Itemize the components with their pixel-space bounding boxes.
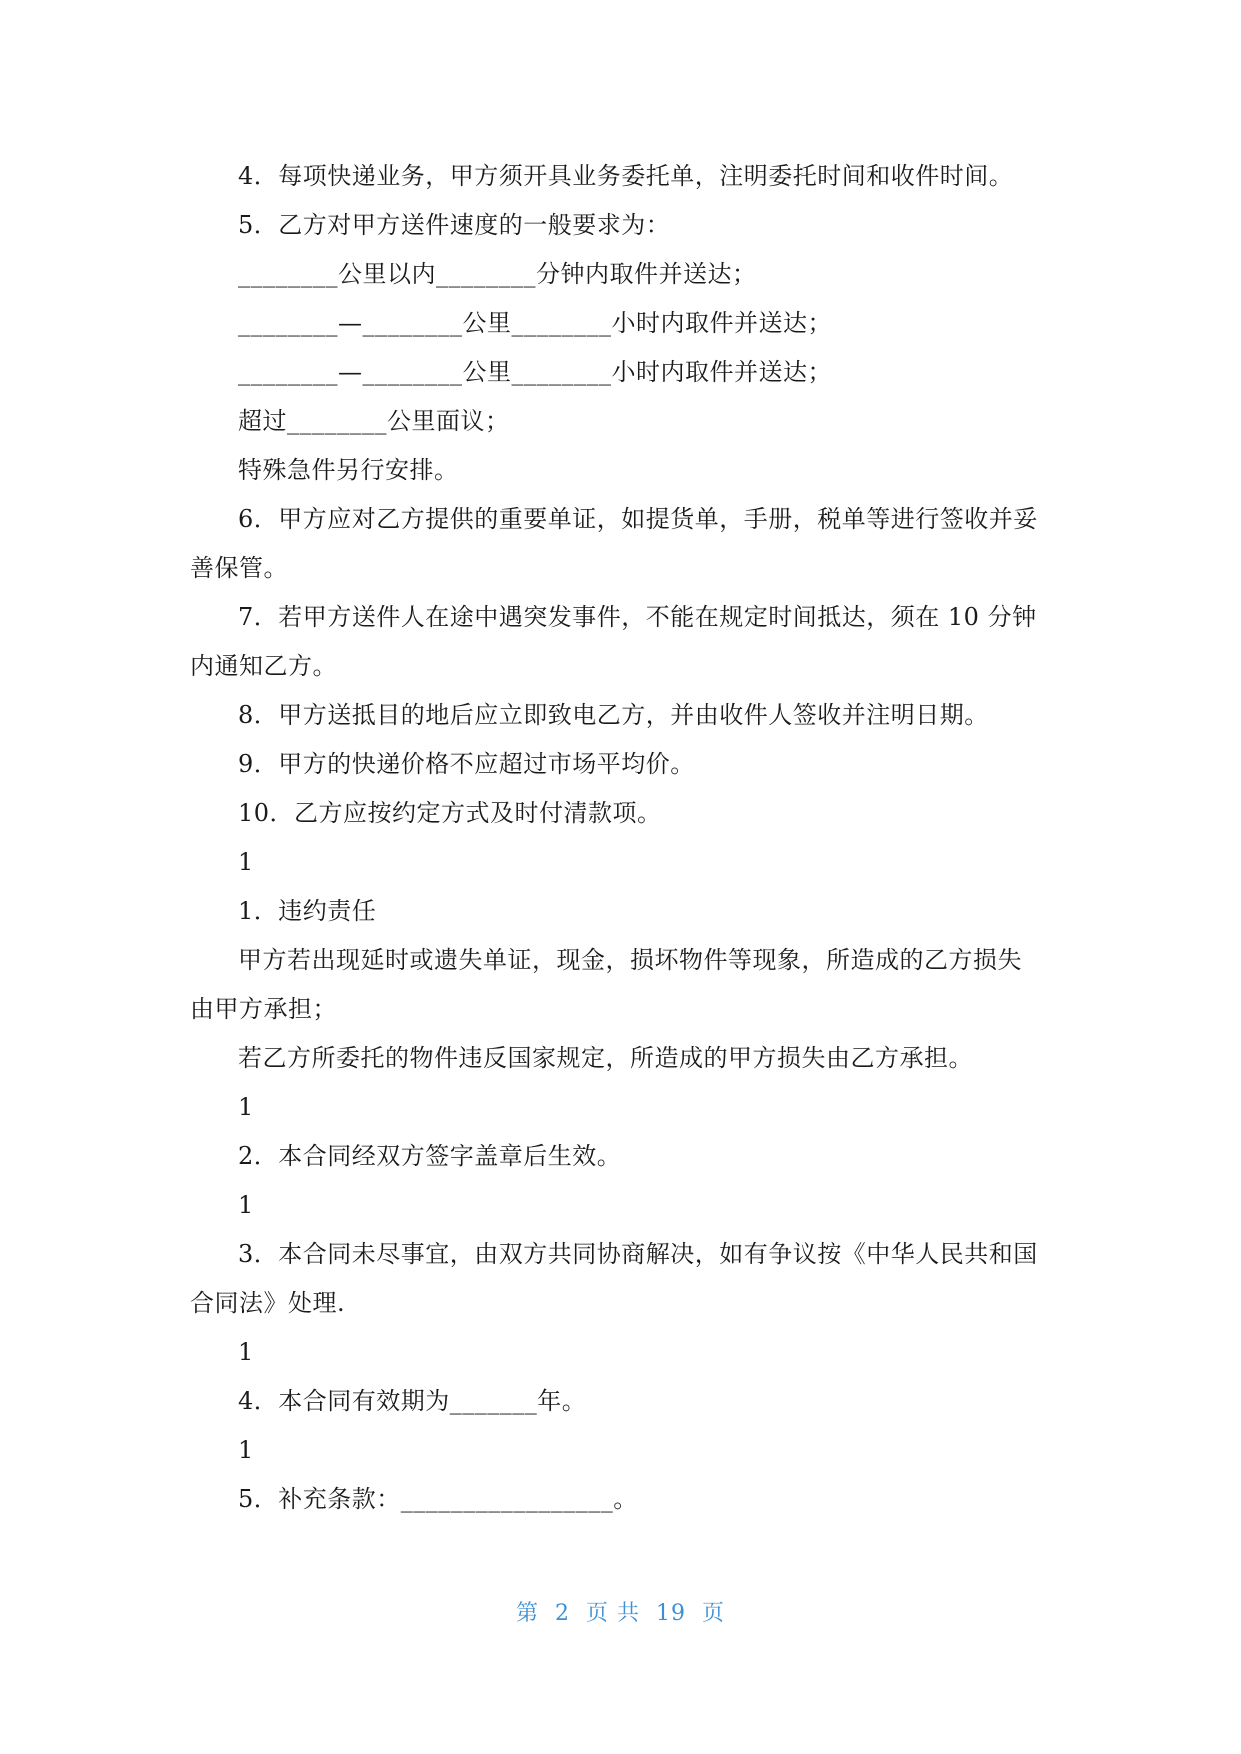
text-line: 1 xyxy=(238,848,254,876)
text-line: 善保管。 xyxy=(190,554,288,582)
text-line: 3．本合同未尽事宜，由双方共同协商解决，如有争议按《中华人民共和国 xyxy=(238,1240,1038,1268)
document-body xyxy=(190,152,1052,1524)
text-line: 1 xyxy=(238,1436,254,1464)
text-line: ________公里以内________分钟内取件并送达； xyxy=(238,260,757,288)
text-line: 若乙方所委托的物件违反国家规定，所造成的甲方损失由乙方承担。 xyxy=(238,1044,973,1072)
text-line: 10．乙方应按约定方式及时付清款项。 xyxy=(238,799,662,827)
text-line: 8．甲方送抵目的地后应立即致电乙方，并由收件人签收并注明日期。 xyxy=(238,701,989,729)
text-line: 4．本合同有效期为_______年。 xyxy=(238,1387,587,1415)
text-line: 内通知乙方。 xyxy=(190,652,337,680)
text-line: 2．本合同经双方签字盖章后生效。 xyxy=(238,1142,622,1170)
footer-label-end: 页 xyxy=(702,1601,726,1626)
page-footer xyxy=(0,1596,1241,1627)
text-line: 1 xyxy=(238,1338,254,1366)
text-line: 合同法》处理. xyxy=(190,1289,346,1317)
text-line: 1．违约责任 xyxy=(238,897,377,925)
text-line: 5．乙方对甲方送件速度的一般要求为： xyxy=(238,211,671,239)
footer-total-pages: 19 xyxy=(656,1601,686,1626)
text-line: 6．甲方应对乙方提供的重要单证，如提货单，手册，税单等进行签收并妥 xyxy=(238,505,1038,533)
text-line: 1 xyxy=(238,1093,254,1121)
text-line: ________—________公里________小时内取件并送达； xyxy=(238,358,832,386)
footer-label-of: 页 共 xyxy=(586,1601,640,1626)
text-line: 特殊急件另行安排。 xyxy=(238,456,459,484)
footer-current-page: 2 xyxy=(555,1601,570,1626)
text-line: 9．甲方的快递价格不应超过市场平均价。 xyxy=(238,750,695,778)
text-line: 5．补充条款：_________________。 xyxy=(238,1485,638,1513)
footer-label-page: 第 xyxy=(515,1601,539,1626)
text-line: 超过________公里面议； xyxy=(238,407,510,435)
text-line: 7．若甲方送件人在途中遇突发事件，不能在规定时间抵达，须在 10 分钟 xyxy=(238,603,1037,631)
text-line: ________—________公里________小时内取件并送达； xyxy=(238,309,832,337)
text-line: 甲方若出现延时或遗失单证，现金，损坏物件等现象，所造成的乙方损失 xyxy=(238,946,1022,974)
text-line: 由甲方承担； xyxy=(190,995,337,1023)
text-line: 1 xyxy=(238,1191,254,1219)
text-line: 4．每项快递业务，甲方须开具业务委托单，注明委托时间和收件时间。 xyxy=(238,162,1014,190)
